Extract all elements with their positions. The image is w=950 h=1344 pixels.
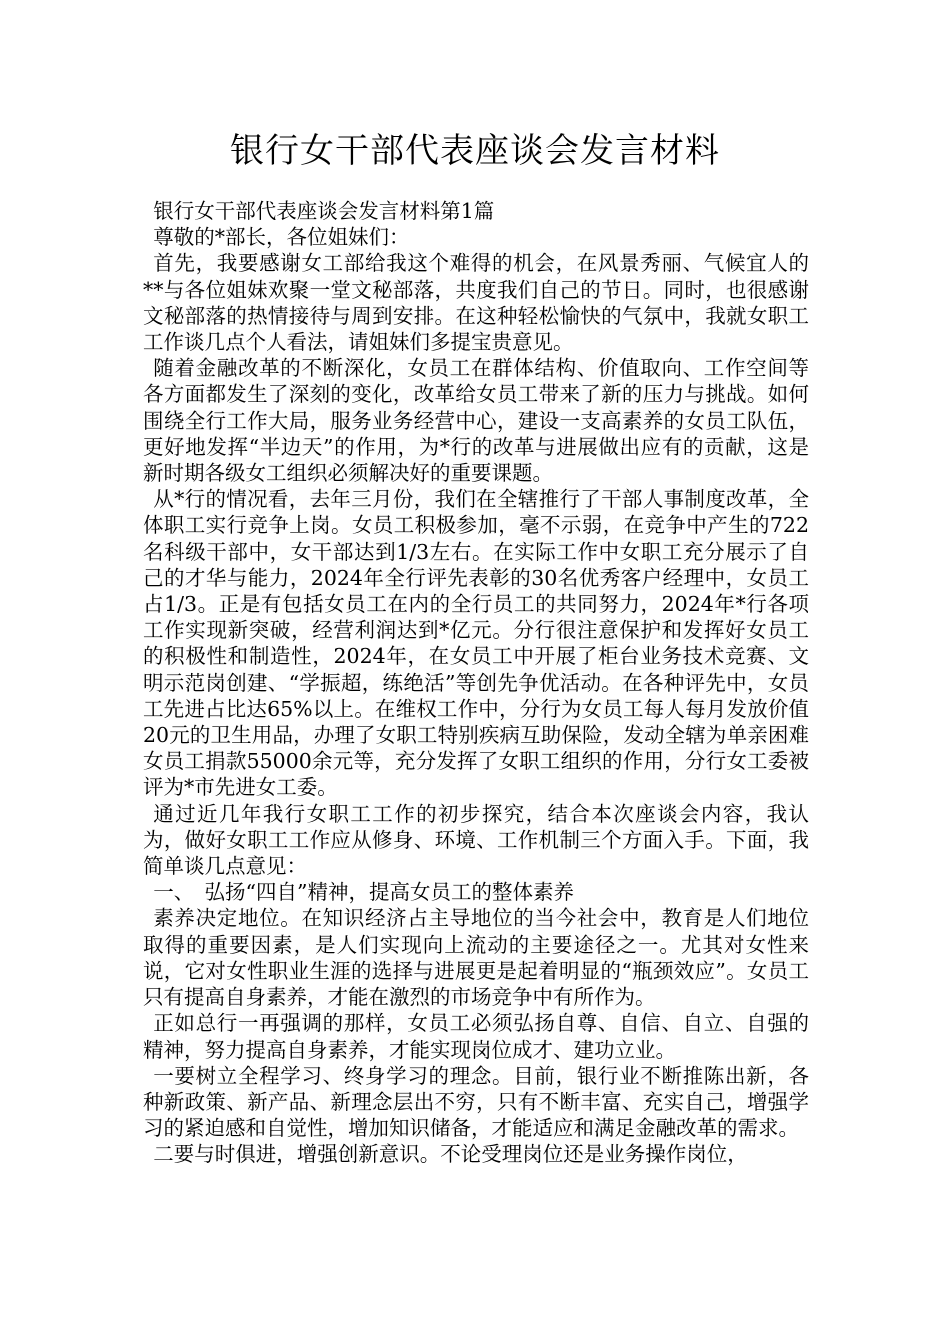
paragraph: 从*行的情况看，去年三月份，我们在全辖推行了干部人事制度改革，全体职工实行竞争上岗。女员工积极参加，毫不示弱，在竞争中产生的722名科级干部中，女干部达到1/3左右。在实际工作中女职工充分展示了自己的才华与能力，2024年全行评先表彰的30名优秀客户经理中，女员工占1/3。正是有包括女员工在内的全行员工的共同努力，2024年*行各项工作实现新突破，经营利润达到*亿元。分行很注意保护和发挥好女员工的积极性和制造性，2024年，在女员工中开展了柜台业务技术竞赛、文明示范岗创建、“学振超，练绝活”等创先争优活动。在各种评先中，女员工先进占比达65%以上。在维权工作中，分行为女员工每人每月发放价值20元的卫生用品，办理了女职工特别疾病互助保险，发动全辖为单亲困难女员工捐款55000余元等，充分发挥了女职工组织的作用，分行女工委被评为*市先进女工委。 xyxy=(143,487,809,800)
document-body xyxy=(143,198,809,1168)
paragraph: 一要树立全程学习、终身学习的理念。目前，银行业不断推陈出新，各种新政策、新产品、新理念层出不穷，只有不断丰富、充实自己，增强学习的紧迫感和自觉性，增加知识储备，才能适应和满足金融改革的需求。 xyxy=(143,1063,809,1141)
paragraph: 随着金融改革的不断深化，女员工在群体结构、价值取向、工作空间等各方面都发生了深刻的变化，改革给女员工带来了新的压力与挑战。如何围绕全行工作大局，服务业务经营中心，建设一支高素养的女员工队伍，更好地发挥“半边天”的作用，为*行的改革与进展做出应有的贡献，这是新时期各级女工组织必须解决好的重要课题。 xyxy=(143,356,809,486)
document-title: 银行女干部代表座谈会发言材料 xyxy=(230,131,720,171)
paragraph: 正如总行一再强调的那样，女员工必须弘扬自尊、自信、自立、自强的精神，努力提高自身素养，才能实现岗位成才、建功立业。 xyxy=(143,1011,809,1062)
subheading: 一、 弘扬“四自”精神，提高女员工的整体素养 xyxy=(153,880,574,905)
salutation: 尊敬的*部长，各位姐妹们： xyxy=(153,225,410,250)
paragraph: 首先，我要感谢女工部给我这个难得的机会，在风景秀丽、气候宜人的**与各位姐妹欢聚一堂文秘部落，共度我们自己的节日。同时，也很感谢文秘部落的热情接待与周到安排。在这种轻松愉快的气氛中，我就女职工工作谈几点个人看法，请姐妹们多提宝贵意见。 xyxy=(143,251,809,355)
section-heading: 银行女干部代表座谈会发言材料第1篇 xyxy=(153,199,495,223)
paragraph: 素养决定地位。在知识经济占主导地位的当今社会中，教育是人们地位取得的重要因素，是人们实现向上流动的主要途径之一。尤其对女性来说，它对女性职业生涯的选择与进展更是起着明显的“瓶颈效应”。女员工只有提高自身素养，才能在激烈的市场竞争中有所作为。 xyxy=(143,906,809,1010)
paragraph: 二要与时俱进，增强创新意识。不论受理岗位还是业务操作岗位， xyxy=(153,1142,748,1167)
paragraph: 通过近几年我行女职工工作的初步探究，结合本次座谈会内容，我认为，做好女职工工作应从修身、环境、工作机制三个方面入手。下面，我简单谈几点意见： xyxy=(143,801,809,879)
